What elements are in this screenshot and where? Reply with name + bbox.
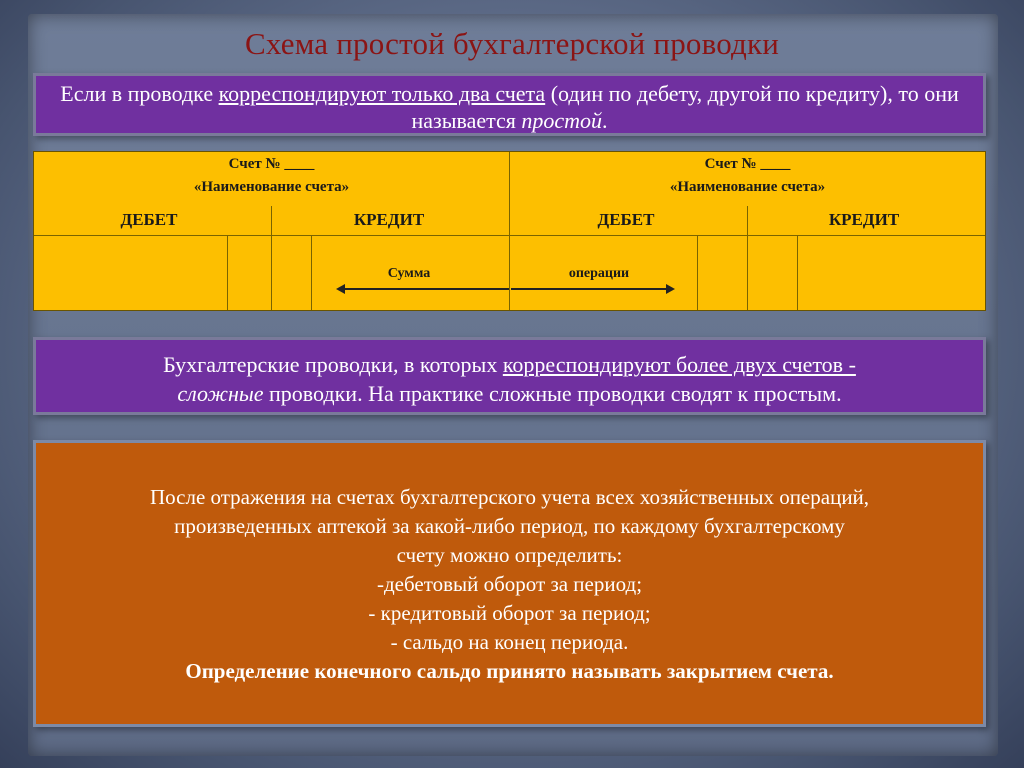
complex-underlined: корреспондируют более двух счетов - [502, 352, 856, 377]
definition-underlined: корреспондируют только два счета [218, 81, 546, 106]
slide-title: Схема простой бухгалтерской проводки [244, 26, 780, 61]
complex-text-1: Бухгалтерские проводки, в которых [163, 352, 503, 377]
arrow-right-line [511, 288, 666, 290]
left-account-number: Счет № ____ [228, 156, 315, 172]
right-debit-header: ДЕБЕТ [597, 210, 655, 229]
cell-line [797, 236, 798, 310]
complex-text-2: проводки. На практике сложные проводки сводят к простым. [263, 381, 842, 406]
cell-line [311, 236, 312, 310]
cell-line [747, 236, 748, 310]
right-account-number: Счет № ____ [704, 156, 791, 172]
cell-line [227, 236, 228, 310]
info-line: - сальдо на конец периода. [390, 630, 629, 654]
left-credit-header: КРЕДИТ [353, 210, 425, 229]
definition-text-1: Если в проводке [60, 81, 219, 106]
turnover-info-box [33, 440, 986, 727]
arrow-right-head-icon [666, 284, 675, 294]
info-line: - кредитовый оборот за период; [368, 601, 651, 625]
divider-center [509, 152, 510, 310]
info-line: произведенных аптекой за какой-либо период, по каждому бухгалтерскому [174, 514, 845, 538]
arrow-left-head-icon [336, 284, 345, 294]
complex-entry-definition-box [33, 337, 986, 415]
cell-line [697, 236, 698, 310]
left-account-name: «Наименование счета» [193, 179, 350, 195]
info-line: -дебетовый оборот за период; [376, 572, 643, 596]
conclusion-text: Определение конечного сальдо принято называть закрытием счета. [185, 659, 834, 683]
complex-italic: сложные [177, 381, 264, 406]
operation-label: операции [568, 266, 630, 281]
definition-italic: простой [521, 108, 603, 133]
definition-text-3: . [602, 108, 608, 133]
sum-label: Сумма [387, 266, 431, 281]
divider-header-row [34, 235, 985, 236]
simple-entry-definition-box [33, 73, 986, 136]
definition-text-2: (один по дебету, другой по кредиту), то они называется [411, 81, 959, 133]
arrow-left-line [344, 288, 509, 290]
info-line: После отражения на счетах бухгалтерского учета всех хозяйственных операций, [149, 485, 870, 509]
cell-line [271, 236, 272, 310]
divider-left-tcol [271, 206, 272, 236]
right-credit-header: КРЕДИТ [828, 210, 900, 229]
right-account-name: «Наименование счета» [669, 179, 826, 195]
left-debit-header: ДЕБЕТ [120, 210, 178, 229]
info-line: счету можно определить: [396, 543, 623, 567]
divider-right-tcol [747, 206, 748, 236]
account-scheme-table [33, 151, 986, 311]
